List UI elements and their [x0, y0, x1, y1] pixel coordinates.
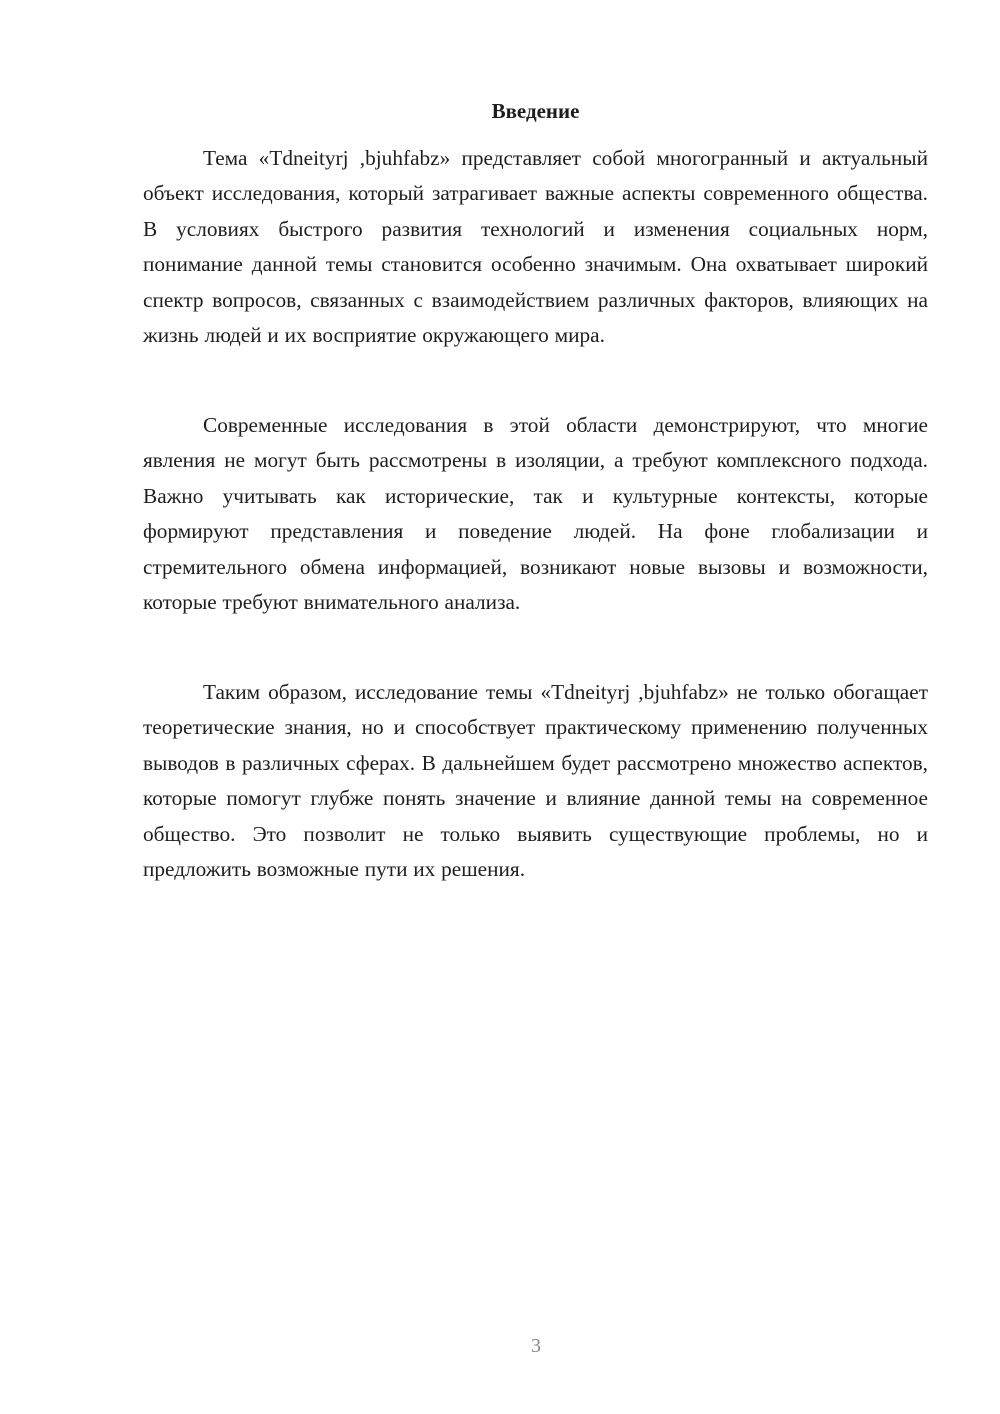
page-number: 3 [531, 1335, 541, 1357]
paragraph-3: Таким образом, исследование темы «Tdneityrj ,bjuhfabz» не только обогащает теоретические знания, но и способствует практическому применению полученных выводов в различных сферах. В дальнейшем будет рассмотрено множество аспектов, которые помогут глубже понять значение и влияние данной темы на современное общество. Это позволит не только выявить существующие проблемы, но и предложить возможные пути их решения. [143, 680, 928, 882]
paragraph-1: Тема «Tdneityrj ,bjuhfabz» представляет собой многогранный и актуальный объект исследования, который затрагивает важные аспекты современного общества. В условиях быстрого развития технологий и изменения социальных норм, понимание данной темы становится особенно значимым. Она охватывает широкий спектр вопросов, связанных с взаимодействием различных факторов, влияющих на жизнь людей и их восприятие окружающего мира. [143, 146, 928, 348]
paragraph-2: Современные исследования в этой области демонстрируют, что многие явления не могут быть рассмотрены в изоляции, а требуют комплексного подхода. Важно учитывать как исторические, так и культурные контексты, которые формируют представления и поведение людей. На фоне глобализации и стремительного обмена информацией, возникают новые вызовы и возможности, которые требуют внимательного анализа. [143, 413, 928, 615]
section-heading: Введение [491, 99, 580, 123]
